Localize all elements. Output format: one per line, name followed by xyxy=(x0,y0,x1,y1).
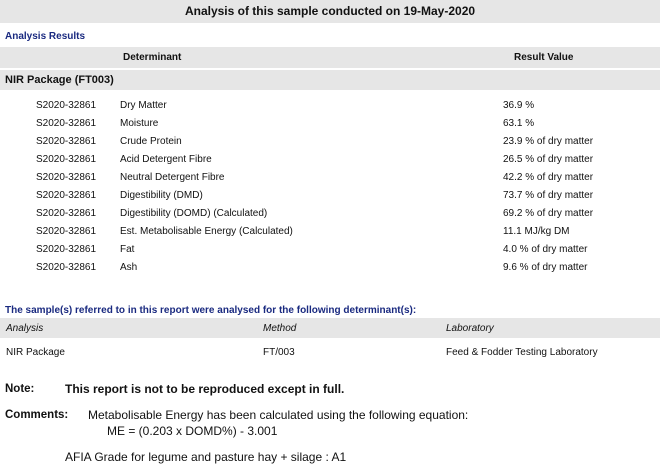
analysed-heading: The sample(s) referred to in this report were analysed for the following determinant(s): xyxy=(5,305,417,316)
determinant-name: Ash xyxy=(120,262,138,273)
sample-id: S2020-32861 xyxy=(36,100,97,111)
determinant-name: Digestibility (DOMD) (Calculated) xyxy=(120,208,268,219)
note-text: This report is not to be reproduced except in full. xyxy=(65,382,345,396)
result-value: 4.0 % of dry matter xyxy=(503,244,588,255)
note-label: Note: xyxy=(5,383,35,395)
comment-afia-grade: AFIA Grade for legume and pasture hay + silage : A1 xyxy=(65,450,347,464)
result-value: 23.9 % of dry matter xyxy=(503,136,594,147)
analysis-results-heading: Analysis Results xyxy=(5,31,86,42)
determinant-name: Neutral Detergent Fibre xyxy=(120,172,225,183)
package-title: NIR Package (FT003) xyxy=(5,74,114,86)
sample-id: S2020-32861 xyxy=(36,154,97,165)
report-title: Analysis of this sample conducted on 19-May-2020 xyxy=(184,4,476,18)
determinant-name: Digestibility (DMD) xyxy=(120,190,203,201)
sample-id: S2020-32861 xyxy=(36,190,97,201)
result-column-header: Result Value xyxy=(514,52,574,63)
sample-id: S2020-32861 xyxy=(36,208,97,219)
determinant-name: Dry Matter xyxy=(120,100,167,111)
sample-id: S2020-32861 xyxy=(36,172,97,183)
sample-id: S2020-32861 xyxy=(36,136,97,147)
sample-id: S2020-32861 xyxy=(36,118,97,129)
sample-id: S2020-32861 xyxy=(36,226,97,237)
result-value: 69.2 % of dry matter xyxy=(503,208,594,219)
analysis-laboratory: Feed & Fodder Testing Laboratory xyxy=(446,347,598,358)
comment-equation: ME = (0.203 x DOMD%) - 3.001 xyxy=(107,424,278,438)
determinant-name: Crude Protein xyxy=(120,136,182,147)
analysis-column-header: Analysis xyxy=(6,323,44,334)
determinant-column-header: Determinant xyxy=(123,52,182,63)
analysis-method: FT/003 xyxy=(263,347,295,358)
result-value: 9.6 % of dry matter xyxy=(503,262,588,273)
comments-label: Comments: xyxy=(5,409,69,421)
result-value: 63.1 % xyxy=(503,118,535,129)
analysis-header-bar xyxy=(0,318,660,338)
result-value: 42.2 % of dry matter xyxy=(503,172,594,183)
determinant-name: Est. Metabolisable Energy (Calculated) xyxy=(120,226,293,237)
result-value: 36.9 % xyxy=(503,100,535,111)
result-value: 26.5 % of dry matter xyxy=(503,154,594,165)
determinant-name: Fat xyxy=(120,244,135,255)
comment-line-1: Metabolisable Energy has been calculated using the following equation: xyxy=(88,408,469,422)
laboratory-column-header: Laboratory xyxy=(446,323,494,334)
determinant-name: Moisture xyxy=(120,118,159,129)
sample-id: S2020-32861 xyxy=(36,244,97,255)
analysis-name: NIR Package xyxy=(6,347,65,358)
determinant-name: Acid Detergent Fibre xyxy=(120,154,212,165)
result-value: 11.1 MJ/kg DM xyxy=(503,226,570,237)
method-column-header: Method xyxy=(263,323,297,334)
sample-id: S2020-32861 xyxy=(36,262,97,273)
result-value: 73.7 % of dry matter xyxy=(503,190,594,201)
